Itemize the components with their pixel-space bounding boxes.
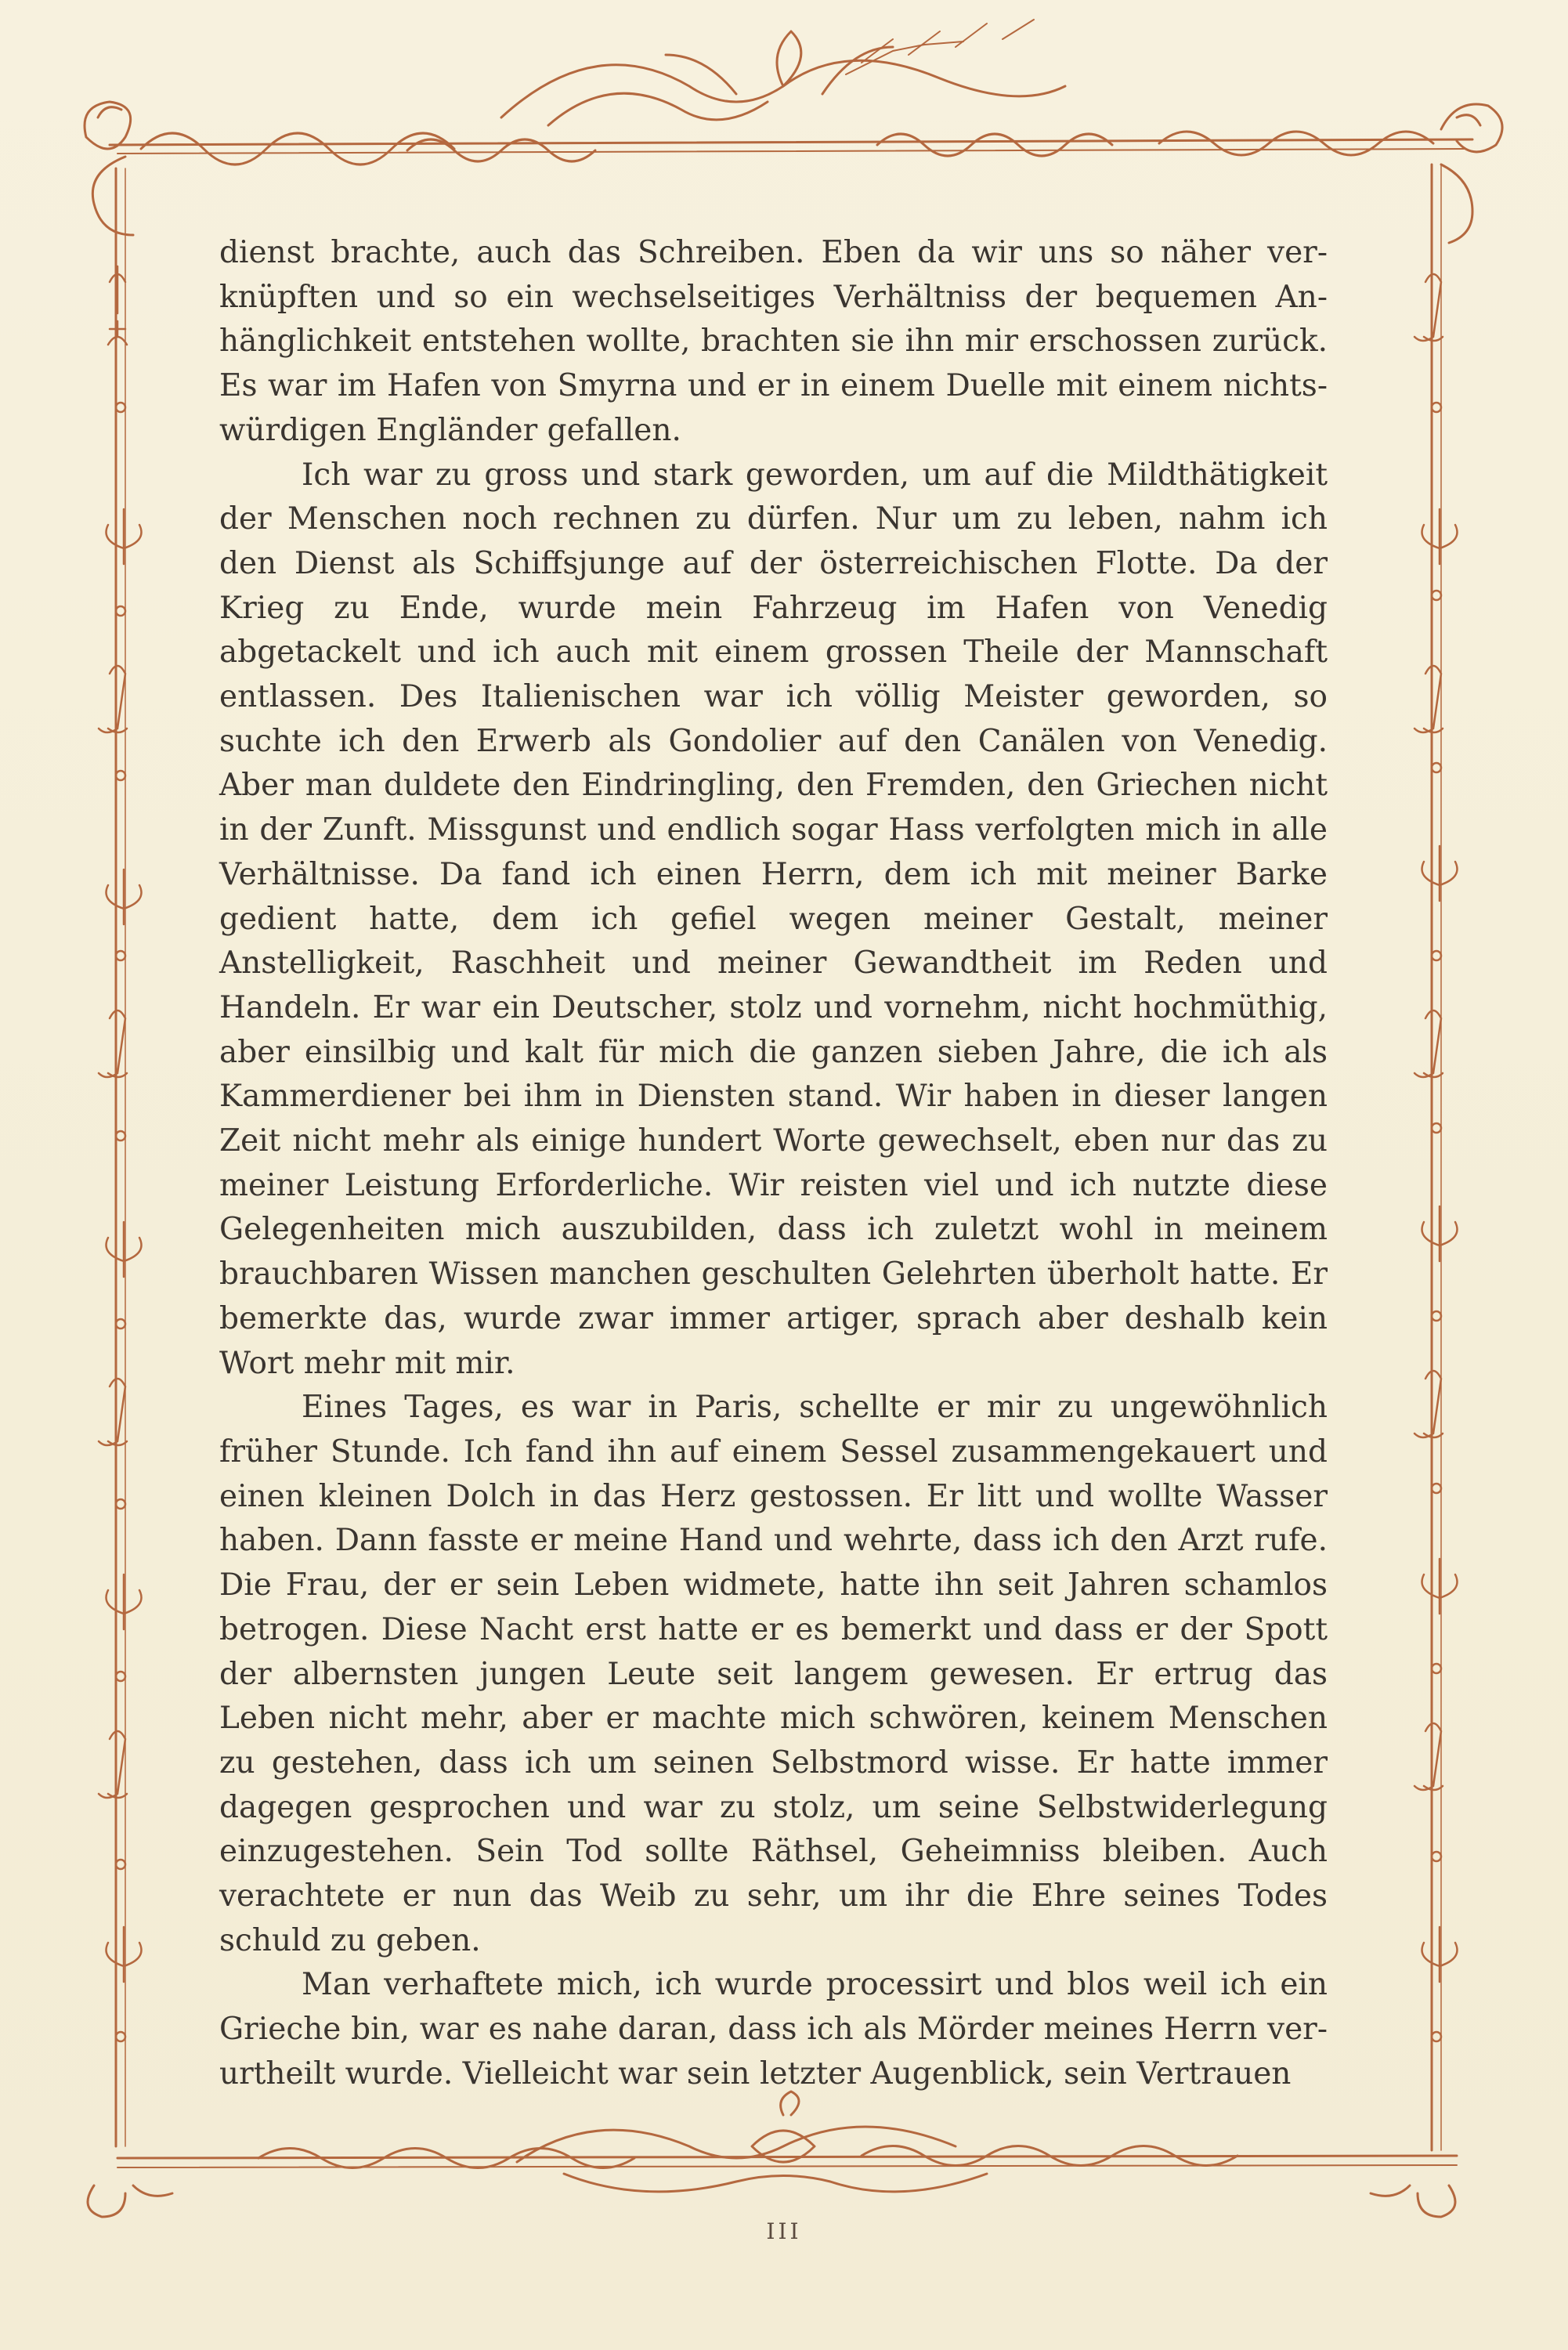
paragraph-4: Man verhaftete mich, ich wurde processirt und blos weil ich ein Grieche bin, war es nahe daran, dass ich als Mörder meines Herrn verurtheilt wurde. Vielleicht war sein letzter Augenblick, sein Vertrauen [219,1967,1328,2092]
paragraph-2: Ich war zu gross und stark geworden, um auf die Mildthätigkeit der Menschen noch rechnen zu dürfen. Nur um zu leben, nahm ich den Dienst als Schiffsjunge auf der österreichischen Flotte. Da der Krieg zu Ende, wurde mein Fahrzeug im Hafen von Venedig abgetackelt und ich auch mit einem grossen Theile der Mannschaft entlassen. Des Italienischen war ich völlig Meister geworden, so suchte ich den Erwerb als Gondolier auf den Canälen von Venedig. Aber man duldete den Eindringling, den Fremden, den Griechen nicht in der Zunft. Missgunst und endlich sogar Hass verfolgten mich in alle Verhältnisse. Da fand ich einen Herrn, dem ich mit meiner Barke gedient hatte, dem ich gefiel wegen meiner Gestalt, meiner Anstelligkeit, Raschheit und meiner Gewandtheit im Reden und Handeln. Er war ein Deutscher, stolz und vornehm, nicht hochmüthig, aber einsilbig und kalt für mich die ganzen sieben Jahre, die ich als Kammerdiener bei ihm in Diensten stand. Wir haben in dieser langen Zeit nicht mehr als einige hundert Worte gewechselt, eben nur das zu meiner Leistung Erforderliche. Wir reisten viel und ich nutzte diese Gelegenheiten mich auszubilden, dass ich zuletzt wohl in meinem brauchbaren Wissen manchen geschulten Gelehrten überholt hatte. Er bemerkte das, wurde zwar immer artiger, sprach aber deshalb kein Wort mehr mit mir. [219,457,1328,1381]
page-body-text [219,231,1328,2092]
page-number: III [766,2218,802,2244]
paragraph-1: dienst brachte, auch das Schreiben. Eben da wir uns so näher verknüpften und so ein wechselseitiges Verhältniss der bequemen Anhänglichkeit entstehen wollte, brachten sie ihn mir erschossen zurück. Es war im Hafen von Smyrna und er in einem Duelle mit einem nichtswürdigen Engländer gefallen. [219,235,1328,448]
paragraph-3: Eines Tages, es war in Paris, schellte er mir zu ungewöhnlich früher Stunde. Ich fand ihn auf einem Sessel zusammengekauert und einen kleinen Dolch in das Herz gestossen. Er litt und wollte Wasser haben. Dann fasste er meine Hand und wehrte, dass ich den Arzt rufe. Die Frau, der er sein Leben widmete, hatte ihn seit Jahren schamlos betrogen. Diese Nacht erst hatte er es bemerkt und dass er der Spott der albernsten jungen Leute seit langem gewesen. Er ertrug das Leben nicht mehr, aber er machte mich schwören, keinem Menschen zu gestehen, dass ich um seinen Selbstmord wisse. Er hatte immer dagegen gesprochen und war zu stolz, um seine Selbstwiderlegung einzugestehen. Sein Tod sollte Räthsel, Geheimniss bleiben. Auch verachtete er nun das Weib zu sehr, um ihr die Ehre seines Todes schuld zu geben. [219,1390,1328,1958]
